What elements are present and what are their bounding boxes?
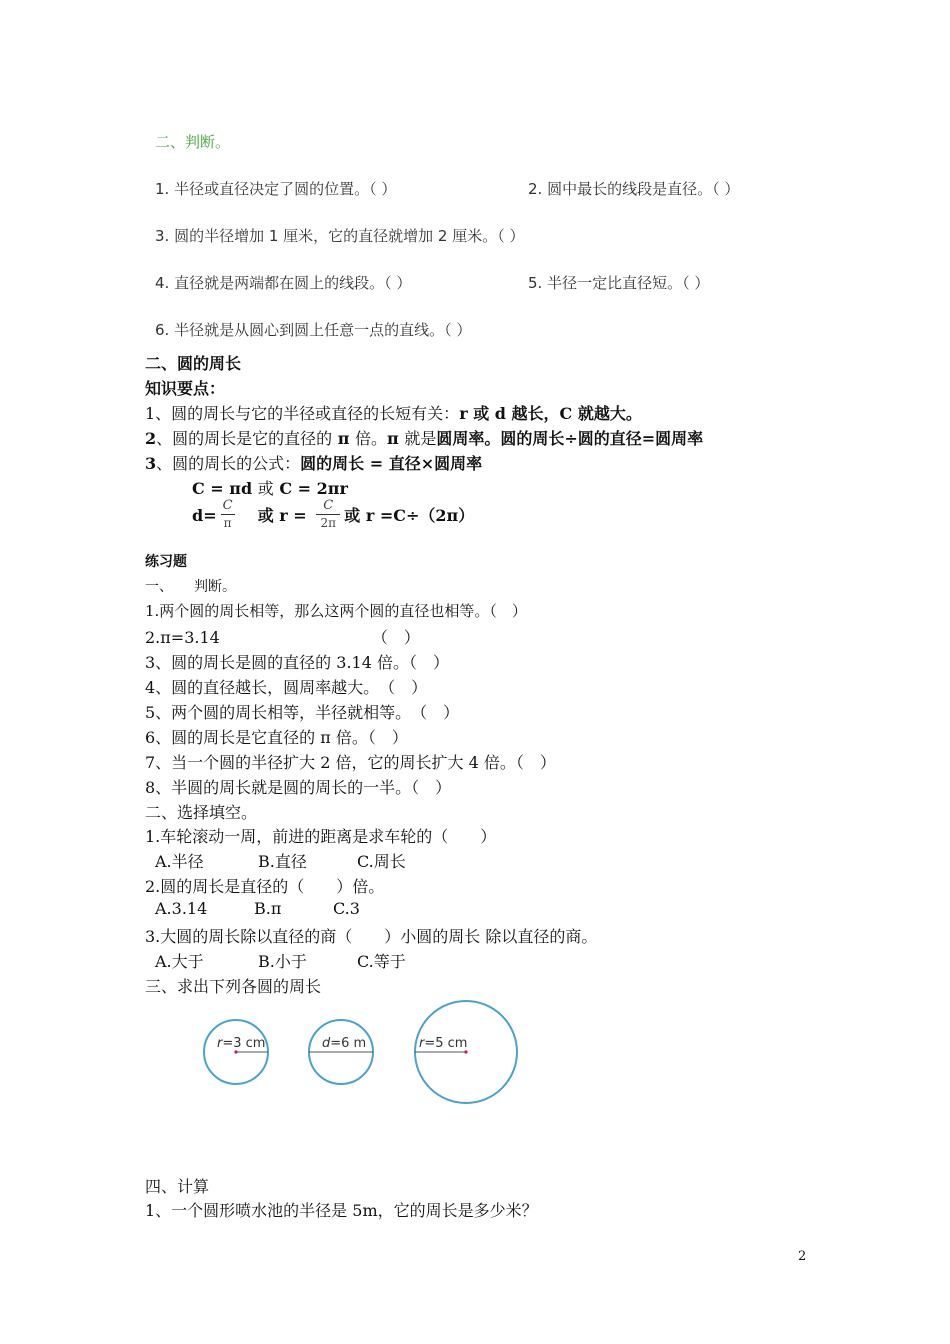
key-point-1-emphasis: r 或 d 越长，C 就越大。: [459, 404, 642, 423]
judge-item-3: 3、圆的周长是圆的直径的 3.14 倍。（ ）: [145, 653, 449, 672]
circle-3-var: r: [419, 1036, 425, 1051]
fraction-c-over-2pi: [316, 498, 340, 531]
formula-c-pid: C = πd: [192, 479, 258, 498]
key-point-3-number: 3: [145, 454, 157, 473]
judge-item-4: 4、圆的直径越长，圆周率越大。 （ ）: [145, 678, 428, 697]
calc-heading: 四、计算: [145, 1177, 210, 1196]
key-point-2: [145, 426, 703, 449]
fraction-denominator: π: [223, 516, 232, 530]
formula-or-2: 或: [344, 506, 361, 525]
image-judge-item-6: 6. 半径就是从圆心到圆上任意一点的直线。（ ）: [155, 321, 472, 339]
judge-item-8: 8、半圆的周长就是圆的周长的一半。（ ）: [145, 778, 452, 797]
key-point-2-text-c: 就是: [404, 429, 437, 448]
fraction-numerator: C: [221, 498, 235, 515]
image-judge-item-5: 5. 半径一定比直径短。（ ）: [528, 274, 710, 292]
pi-symbol-2: π: [387, 429, 405, 448]
choice-q2-option-a: A.3.14: [155, 899, 208, 918]
circle-3-value: =5 cm: [424, 1036, 468, 1051]
exercises-title: 练习题: [145, 554, 187, 570]
image-judge-item-3: 3. 圆的半径增加 1 厘米，它的直径就增加 2 厘米。（ ）: [155, 227, 525, 245]
judge-heading: 一、 判断。: [145, 579, 236, 595]
circle-1: [204, 1020, 268, 1084]
key-point-3-text: 、圆的周长的公式：: [156, 454, 301, 473]
choice-q1-option-b: B.直径: [258, 852, 307, 871]
choice-q2-option-b: B.π: [254, 899, 282, 918]
image-section-heading: 二、判断。: [155, 133, 231, 151]
key-point-2-number: 2: [145, 429, 157, 448]
key-point-1: [145, 401, 642, 424]
svg-text:r=5 cm: [419, 1036, 467, 1051]
calc-question-1: 1、一个圆形喷水池的半径是 5m，它的周长是多少米？: [145, 1201, 538, 1220]
section-title: 二、圆的周长: [145, 354, 242, 373]
choice-q3-option-b: B.小于: [258, 952, 307, 971]
judge-item-7: 7、当一个圆的半径扩大 2 倍，它的周长扩大 4 倍。（ ）: [145, 753, 556, 772]
perimeter-heading: 三、求出下列各圆的周长: [145, 977, 322, 996]
choice-heading: 二、选择填空。: [145, 803, 258, 822]
formula-d-label: d=: [192, 506, 217, 525]
judge-item-5: 5、两个圆的周长相等，半径就相等。 （ ）: [145, 703, 460, 722]
choice-question-2: 2.圆的周长是直径的（ ）倍。: [145, 877, 385, 896]
judge-item-1: 1.两个圆的周长相等，那么这两个圆的直径也相等。（ ）: [145, 602, 527, 620]
formula-line-2: [192, 500, 474, 533]
formula-r-divide: r =C÷（2π）: [360, 506, 475, 525]
choice-q1-option-a: A.半径: [155, 852, 204, 871]
fraction-c-over-pi: [221, 498, 235, 531]
circle-1-value: =3 cm: [222, 1036, 266, 1051]
choice-question-3: 3.大圆的周长除以直径的商（ ）小圆的周长 除以直径的商。: [145, 927, 598, 946]
key-point-2-text: 、圆的周长是它的直径的: [156, 429, 333, 448]
fraction-numerator-2: C: [316, 498, 340, 515]
formula-c-2pir: C = 2πr: [273, 479, 348, 498]
circle-1-var: r: [217, 1036, 223, 1051]
circle-2-value: =6 m: [330, 1036, 367, 1051]
circle-2: [309, 1020, 373, 1084]
svg-text:r=3 cm: [217, 1036, 265, 1051]
choice-question-1: 1.车轮滚动一周，前进的距离是求车轮的（ ）: [145, 827, 497, 846]
circle-2-var: d: [322, 1036, 331, 1051]
svg-text:d=6 m: [322, 1036, 366, 1051]
choice-q1-option-c: C.周长: [357, 852, 406, 871]
pi-symbol: π: [332, 429, 356, 448]
key-point-3: [145, 451, 482, 474]
formula-line-1: [192, 476, 348, 499]
circles-figure: [195, 990, 525, 1115]
image-judge-item-4: 4. 直径就是两端都在圆上的线段。（ ）: [155, 274, 412, 292]
choice-q2-option-c: C.3: [333, 899, 360, 918]
formula-r-label: r =: [273, 506, 313, 525]
image-judge-item-2: 2. 圆中最长的线段是直径。（ ）: [528, 180, 740, 198]
image-judge-item-1: 1. 半径或直径决定了圆的位置。（ ）: [155, 180, 397, 198]
judge-item-6: 6、圆的周长是它直径的 π 倍。（ ）: [145, 728, 408, 747]
fraction-denominator-2: 2π: [320, 516, 337, 530]
choice-q3-option-c: C.等于: [357, 952, 406, 971]
formula-or: 或: [257, 479, 274, 498]
key-point-2-emphasis: 圆周率。圆的周长÷圆的直径=圆周率: [436, 429, 704, 448]
key-point-2-text-b: 倍。: [355, 429, 388, 448]
key-points-label: 知识要点：: [145, 379, 226, 398]
page-number: 2: [798, 1249, 807, 1264]
key-point-1-text: 1、圆的周长与它的半径或直径的长短有关：: [145, 404, 460, 423]
formula-or-1: 或: [257, 506, 274, 525]
judge-item-2: 2.π=3.14 （ ）: [145, 628, 420, 647]
choice-q3-option-a: A.大于: [155, 952, 204, 971]
key-point-3-emphasis: 圆的周长 = 直径×圆周率: [300, 454, 483, 473]
circle-3: [415, 1001, 517, 1103]
